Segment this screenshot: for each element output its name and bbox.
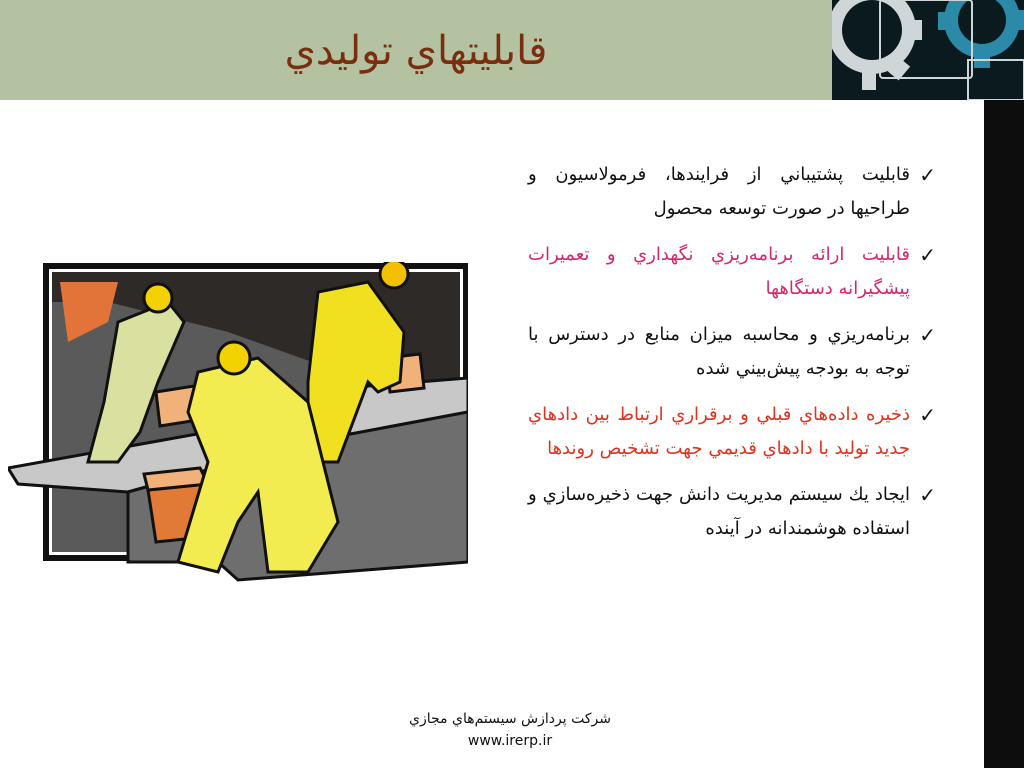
checkmark-icon: ✓ (919, 243, 936, 267)
checkmark-icon: ✓ (919, 163, 936, 187)
footer (380, 708, 640, 752)
checkmark-icon: ✓ (919, 323, 936, 347)
slide-title: قابليتهاي توليدي (284, 28, 548, 74)
gear-decoration-icon (832, 0, 1024, 100)
footer-url[interactable]: www.irerp.ir (467, 733, 553, 749)
bullet-item (528, 158, 936, 226)
checkmark-icon: ✓ (919, 403, 936, 427)
bullet-item (528, 398, 936, 466)
bullet-text: ذخيره داده‌هاي قبلي و برقراري ارتباط بين دادهاي جديد توليد با دادهاي قديمي جهت تشخيص روندها (528, 404, 910, 459)
bullet-text: قابليت پشتيباني از فرايندها، فرمولاسيون و طراحيها در صورت توسعه محصول (528, 164, 910, 219)
checkmark-icon: ✓ (919, 483, 936, 507)
bullet-list (528, 158, 936, 558)
bullet-item (528, 478, 936, 546)
bullet-item (528, 238, 936, 306)
bullet-text: برنامه‌ريزي و محاسبه ميزان منابع در دسترس با توجه به بودجه پيش‌بيني شده (528, 324, 910, 379)
title-bar (0, 0, 832, 100)
bullet-text: ايجاد يك سيستم مديريت دانش جهت ذخيره‌سازي و استفاده هوشمندانه در آينده (528, 484, 910, 539)
bullet-item (528, 318, 936, 386)
workers-clipart (8, 262, 468, 582)
gear-banner (832, 0, 1024, 100)
bullet-text: قابليت ارائه برنامه‌ريزي نگهداري و تعميرات پيشگيرانه دستگاهها (528, 244, 910, 299)
side-strip (984, 100, 1024, 768)
footer-company: شركت پردازش سيستم‌هاي مجازي (409, 711, 611, 727)
